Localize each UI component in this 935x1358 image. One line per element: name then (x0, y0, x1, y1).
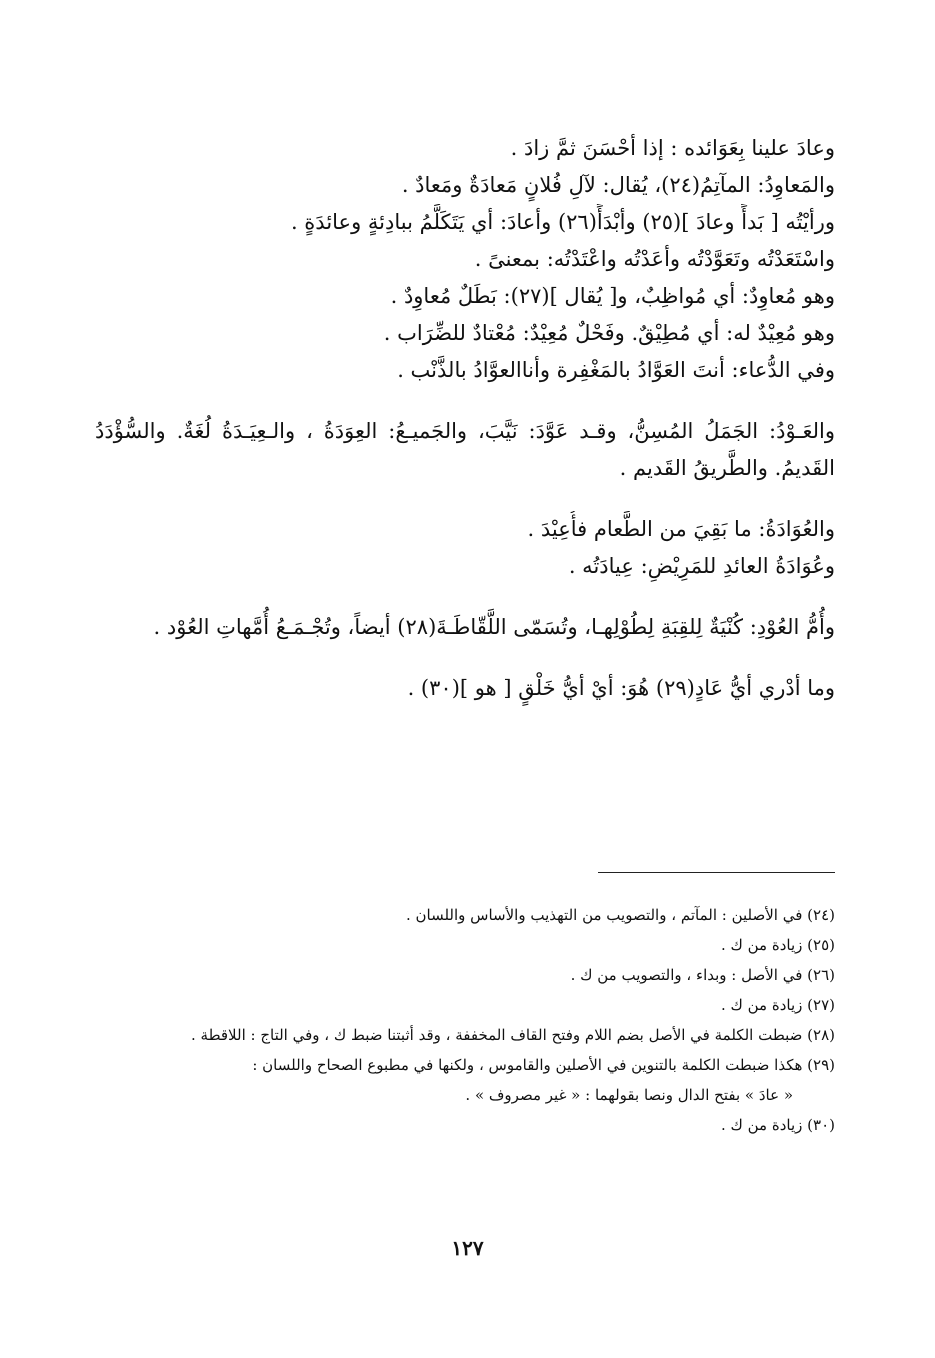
footnote-29: (٢٩) هكذا ضبطت الكلمة بالتنوين في الأصلين والقاموس ، ولكنها في مطبوع الصحاح واللسان : (252, 1056, 835, 1074)
text-line: وعُوَادَةُ العائدِ للمَرِيْضِ: عِيادَتُه . (568, 554, 835, 578)
footnote-29-continued: « عادَ » بفتح الدال ونصا بقولهما : « غير مصروف » . (465, 1086, 793, 1104)
text-line: والعُوَادَةُ: ما بَقِيَ من الطَّعام فأُعِيْدَ . (527, 517, 835, 541)
text-line: ورأيْتُه [ بَدأً وعادَ ](٢٥) وأبْدَأً(٢٦) وأعادَ: أي يَتَكَلَّمُ ببادِئةٍ وعائدَةٍ . (290, 210, 835, 234)
main-text (95, 130, 835, 707)
text-line: والمَعاوِدُ: المآتِمُ(٢٤)، يُقال: لآلِ فُلانٍ مَعادَةٌ ومَعادٌ . (401, 173, 835, 197)
footnote-28: (٢٨) ضبطت الكلمة في الأصل بضم اللام وفتح القاف المخففة ، وقد أثبتنا ضبط ك ، وفي التاج : اللاقطة . (191, 1026, 835, 1044)
text-line: واسْتَعَدْتُه وتَعَوَّدْتُه وأعَدْتُه واعْتَدْتُه: بمعنىً . (474, 247, 835, 271)
text-line: وما أدْري أيُّ عَادٍ(٢٩) هُوَ: أيْ أيُّ خَلْقٍ [ هو ](٣٠) . (407, 676, 835, 700)
paragraph-umm-al-aud: وأُمُّ العُوْدِ: كُنْيَةٌ لِلقِبَةِ لِطُوْلِهـا، وتُسَمّى اللَّقّاطَـةَ(٢٨) أيضاً، وتُجْـمَـعُ أُمَّهاتِ العُوْد . (153, 615, 835, 639)
footnote-separator (598, 872, 835, 873)
footnote-25: (٢٥) زيادة من ك . (720, 936, 835, 954)
text-line: وهو مُعاوِدٌ: أي مُواظِبٌ، و[ يُقال ](٢٧): بَطَلٌ مُعاوِدٌ . (390, 284, 835, 308)
paragraph-aud: والعَـوْدُ: الجَمَلُ المُسِنُّ، وقـد عَوَّدَ: نَيَّبَ، والجَميـعُ: العِوَدَةُ ، والـعِيَـدَةُ لُغَةٌ. والسُّؤْدَدُ القَديمُ. والطَّريقُ القَديم . (95, 419, 835, 480)
footnote-26: (٢٦) في الأصل : وبداء ، والتصويب من ك . (570, 966, 835, 984)
text-line: وعادَ علينا بِعَوَائده : إذا أحْسَنَ ثمَّ زادَ . (510, 136, 835, 160)
footnotes (100, 900, 835, 1140)
text-line: وفي الدُّعاء: أنتَ العَوَّادُ بالمَغْفِرة وأناالعوَّادُ بالذَّنْب . (397, 358, 835, 382)
footnote-24: (٢٤) في الأصلين : المآتم ، والتصويب من التهذيب والأساس واللسان . (405, 906, 835, 924)
footnote-30: (٣٠) زيادة من ك . (720, 1116, 835, 1134)
footnote-27: (٢٧) زيادة من ك . (720, 996, 835, 1014)
text-line: وهو مُعِيْدٌ له: أي مُطِيْقٌ. وفَحْلٌ مُعِيْدٌ: مُعْتادٌ للضِّرَاب . (383, 321, 835, 345)
page-number: ١٢٧ (451, 1236, 484, 1260)
